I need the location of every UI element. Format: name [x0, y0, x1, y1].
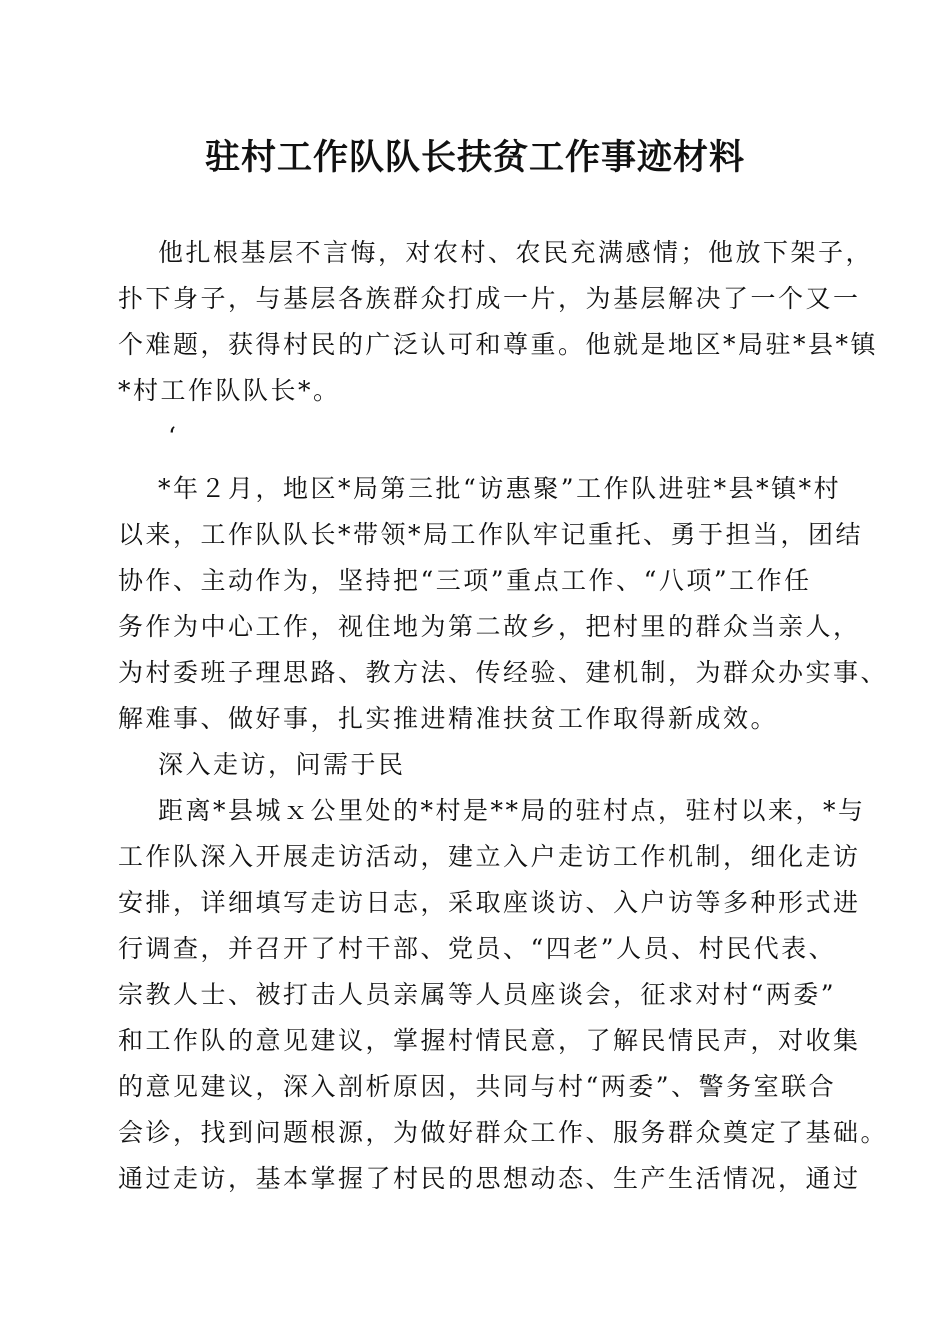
section-heading: 深入走访，问需于民: [158, 750, 406, 779]
paragraph-line: 扑下身子，与基层各族群众打成一片，为基层解决了一个又一: [118, 284, 861, 313]
paragraph-line: 和工作队的意见建议，掌握村情民意，了解民情民声，对收集: [118, 1026, 861, 1055]
paragraph-line: 个难题，获得村民的广泛认可和尊重。他就是地区*局驻*县*镇: [118, 330, 879, 359]
paragraph-line: *年２月，地区*局第三批“访惠聚”工作队进驻*县*镇*村: [158, 474, 842, 503]
document-body: [118, 230, 889, 1202]
paragraph-3: [118, 788, 889, 1202]
paragraph-line: 工作队深入开展走访活动，建立入户走访工作机制，细化走访: [118, 842, 861, 871]
paragraph-line: 距离*县城ｘ公里处的*村是**局的驻村点，驻村以来，*与: [158, 796, 866, 825]
paragraph-line: 通过走访，基本掌握了村民的思想动态、生产生活情况，通过: [118, 1164, 861, 1193]
paragraph-line: 为村委班子理思路、教方法、传经验、建机制，为群众办实事、: [118, 658, 889, 687]
paragraph-line: 宗教人士、被打击人员亲属等人员座谈会，征求对村“两委”: [118, 980, 837, 1009]
paragraph-line: 解难事、做好事，扎实推进精准扶贫工作取得新成效。: [118, 704, 779, 733]
paragraph-line: *村工作队队长*。: [118, 376, 341, 405]
paragraph-line: 协作、主动作为，坚持把“三项”重点工作、“八项”工作任: [118, 566, 812, 595]
paragraph-line: 以来，工作队队长*带领*局工作队牢记重托、勇于担当，团结: [118, 520, 864, 549]
paragraph-line: 会诊，找到问题根源，为做好群众工作、服务群众奠定了基础。: [118, 1118, 889, 1147]
paragraph-line: 务作为中心工作，视住地为第二故乡，把村里的群众当亲人，: [118, 612, 861, 641]
paragraph-line: 他扎根基层不言悔，对农村、农民充满感情；他放下架子，: [158, 238, 874, 267]
paragraph-line: 的意见建议，深入剖析原因，共同与村“两委”、警务室联合: [118, 1072, 837, 1101]
document-title: 驻村工作队队长扶贫工作事迹材料: [204, 137, 745, 178]
paragraph-line: 行调查，并召开了村干部、党员、“四老”人员、村民代表、: [118, 934, 837, 963]
paragraph-line: 安排，详细填写走访日志，采取座谈访、入户访等多种形式进: [118, 888, 861, 917]
paragraph-1: [118, 230, 879, 414]
stray-quote-mark: ‘: [168, 422, 179, 451]
paragraph-2: [118, 466, 889, 742]
